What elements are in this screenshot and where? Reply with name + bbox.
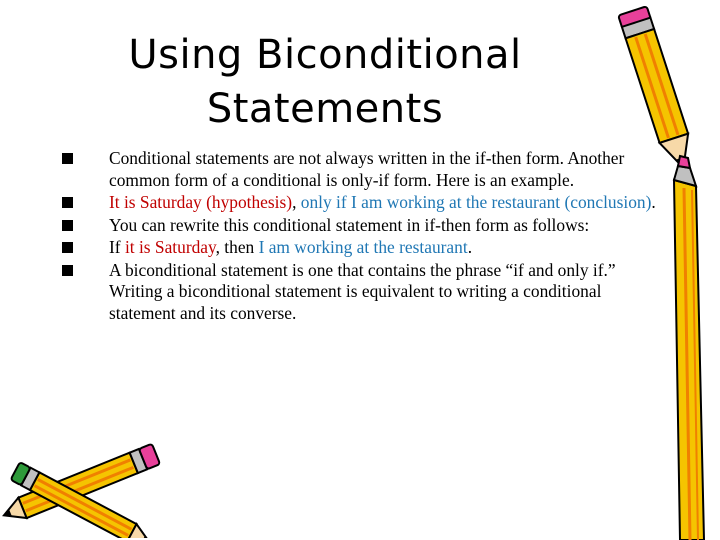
bullet-item-2 [60, 192, 660, 214]
crossed-pencils-icon [0, 430, 175, 538]
bullet-text-3: You can rewrite this conditional statement in if-then form as follows: [109, 214, 590, 235]
ifthen-period: . [467, 237, 473, 257]
pencil-icon [600, 0, 710, 540]
bullet-text-1: Conditional statements are not always written in the if-then form. Another common form of a conditional is only-if form. Here is an example. [109, 148, 625, 190]
bullet-square-icon [62, 220, 73, 231]
bullet-item-3 [60, 215, 660, 237]
bullet-square-icon [62, 242, 73, 253]
bullet-square-icon [62, 197, 73, 208]
example-comma: , [292, 192, 301, 212]
ifthen-then: , then [215, 237, 259, 257]
example-hypothesis: It is Saturday (hypothesis) [109, 192, 293, 212]
bullet-square-icon [62, 153, 73, 164]
bullet-item-5 [60, 260, 660, 325]
ifthen-if: If [109, 237, 125, 257]
example-conclusion: only if I am working at the restaurant (conclusion) [300, 192, 652, 212]
ifthen-hypothesis: it is Saturday [124, 237, 216, 257]
bullet-item-4 [60, 237, 660, 259]
example-period: . [651, 192, 656, 212]
slide-title [100, 28, 550, 136]
bullet-item-1 [60, 148, 660, 191]
bullet-list [60, 148, 660, 325]
bullet-text-5: A biconditional statement is one that contains the phrase “if and only if.” Writing a biconditional statement is equivalent to writing a conditional statement and its converse. [109, 259, 616, 323]
bullet-square-icon [62, 265, 73, 276]
slide-title-line-2: Statements [206, 86, 444, 132]
ifthen-conclusion: I am working at the restaurant [258, 237, 468, 257]
slide-title-line-1: Using Biconditional [128, 32, 522, 78]
